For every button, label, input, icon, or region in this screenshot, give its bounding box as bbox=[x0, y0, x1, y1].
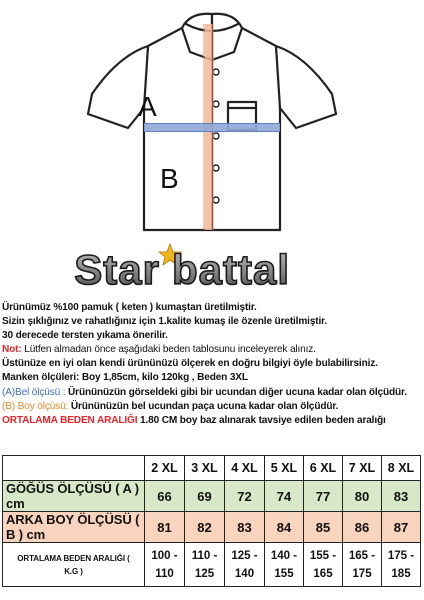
range-top: 100 - bbox=[151, 549, 178, 562]
measure-b-line bbox=[2, 400, 422, 414]
range-top: 110 - bbox=[191, 549, 218, 562]
note-text: Lütfen almadan önce aşağıdaki beden tablosunu inceleyerek alınız. bbox=[21, 344, 316, 356]
table-cell: 80 bbox=[343, 481, 382, 512]
table-cell: 69 bbox=[185, 481, 225, 512]
size-header: 2 XL bbox=[145, 456, 185, 481]
size-header: 5 XL bbox=[265, 456, 304, 481]
label-a: A bbox=[138, 91, 157, 122]
table-cell: 83 bbox=[382, 481, 421, 512]
back-label: ARKA BOY ÖLÇÜSÜ ( B ) cm bbox=[3, 512, 145, 543]
shirt-measurement-diagram bbox=[78, 4, 346, 236]
shirt-button bbox=[213, 197, 219, 203]
table-row-chest bbox=[3, 481, 421, 512]
shirt-button bbox=[213, 165, 219, 171]
table-cell: 83 bbox=[225, 512, 265, 543]
label-b: B bbox=[160, 163, 179, 194]
range-bottom: 185 bbox=[391, 567, 411, 580]
table-header-row bbox=[3, 456, 421, 481]
range-label-line: K.G ) bbox=[64, 566, 83, 576]
table-cell: 77 bbox=[304, 481, 343, 512]
measure-a-line bbox=[2, 386, 422, 400]
size-header: 6 XL bbox=[304, 456, 343, 481]
info-line: Ürünümüz %100 pamuk ( keten ) kumaştan üretilmiştir. bbox=[2, 302, 257, 313]
measure-b-label: (B) Boy ölçüsü: bbox=[2, 400, 69, 412]
table-cell: 84 bbox=[265, 512, 304, 543]
average-text: 1.80 CM boy baz alınarak tavsiye edilen beden aralığı bbox=[137, 414, 386, 426]
brand-logo bbox=[0, 238, 424, 296]
note-line bbox=[2, 343, 422, 357]
size-header: 8 XL bbox=[382, 456, 421, 481]
chest-label: GÖĞÜS ÖLÇÜSÜ ( A ) cm bbox=[3, 481, 145, 512]
range-bottom: 110 bbox=[155, 567, 174, 580]
range-bottom: 155 bbox=[274, 567, 294, 580]
range-top: 155 - bbox=[309, 549, 337, 562]
shirt-button bbox=[213, 69, 219, 75]
info-line: Manken ölçüleri: Boy 1,85cm, kilo 120kg , Beden 3XL bbox=[2, 372, 248, 384]
shirt-right-sleeve bbox=[276, 46, 336, 128]
range-bottom: 165 bbox=[313, 567, 333, 580]
table-cell: 82 bbox=[185, 512, 225, 543]
size-header: 7 XL bbox=[343, 456, 382, 481]
measure-a-text: Ürününüzün görseldeki gibi bir ucundan diğer ucuna kadar olan ölçüdür. bbox=[65, 386, 407, 398]
range-top: 175 - bbox=[387, 549, 415, 562]
size-header: 4 XL bbox=[225, 456, 265, 481]
note-label: Not: bbox=[2, 344, 22, 356]
shirt-button bbox=[213, 133, 219, 139]
measure-a-label: (A)Bel ölçüsü : bbox=[2, 386, 66, 398]
table-cell bbox=[225, 543, 265, 587]
range-top: 125 - bbox=[231, 549, 258, 562]
average-line bbox=[2, 414, 422, 428]
table-cell bbox=[382, 543, 421, 587]
range-top: 140 - bbox=[270, 549, 298, 562]
measure-b-text: Ürününüzün bel ucundan paça ucuna kadar olan ölçüdür. bbox=[68, 400, 339, 412]
table-cell bbox=[265, 543, 304, 587]
table-cell: 72 bbox=[225, 481, 265, 512]
average-label: ORTALAMA BEDEN ARALIĞI bbox=[2, 414, 138, 426]
info-line: 30 derecede tersten yıkama önerilir. bbox=[2, 330, 168, 342]
table-cell bbox=[145, 543, 185, 587]
range-label-line: ORTALAMA BEDEN ARALIĞI ( bbox=[17, 553, 130, 563]
table-cell: 81 bbox=[145, 512, 185, 543]
table-cell bbox=[304, 543, 343, 587]
range-label bbox=[3, 543, 145, 587]
range-bottom: 140 bbox=[234, 567, 255, 580]
table-cell: 87 bbox=[382, 512, 421, 543]
measure-a-bar bbox=[144, 124, 280, 131]
table-cell: 74 bbox=[265, 481, 304, 512]
table-cell bbox=[185, 543, 225, 587]
logo-text-battal: battal bbox=[172, 246, 291, 293]
table-corner-cell bbox=[3, 456, 145, 481]
table-row-back bbox=[3, 512, 421, 543]
shirt-button bbox=[213, 101, 219, 107]
table-cell: 86 bbox=[343, 512, 382, 543]
table-cell: 66 bbox=[145, 481, 185, 512]
table-cell: 85 bbox=[304, 512, 343, 543]
range-bottom: 175 bbox=[352, 567, 372, 580]
info-line: Üstünüze en iyi olan kendi ürününüzü ölçerek en doğru bilgiyi öyle bulabilirsiniz. bbox=[2, 358, 378, 370]
logo-text-star: Star bbox=[74, 246, 160, 293]
range-top: 165 - bbox=[348, 549, 376, 562]
range-bottom: 125 bbox=[194, 567, 215, 580]
size-table bbox=[2, 455, 421, 587]
table-row-weight-range bbox=[3, 543, 421, 587]
product-info bbox=[2, 301, 422, 428]
size-header: 3 XL bbox=[185, 456, 225, 481]
info-line: Sizin şıklığınız ve rahatlığınız için 1.kalite kumaş ile özenle üretilmiştir. bbox=[2, 316, 328, 328]
table-cell bbox=[343, 543, 382, 587]
